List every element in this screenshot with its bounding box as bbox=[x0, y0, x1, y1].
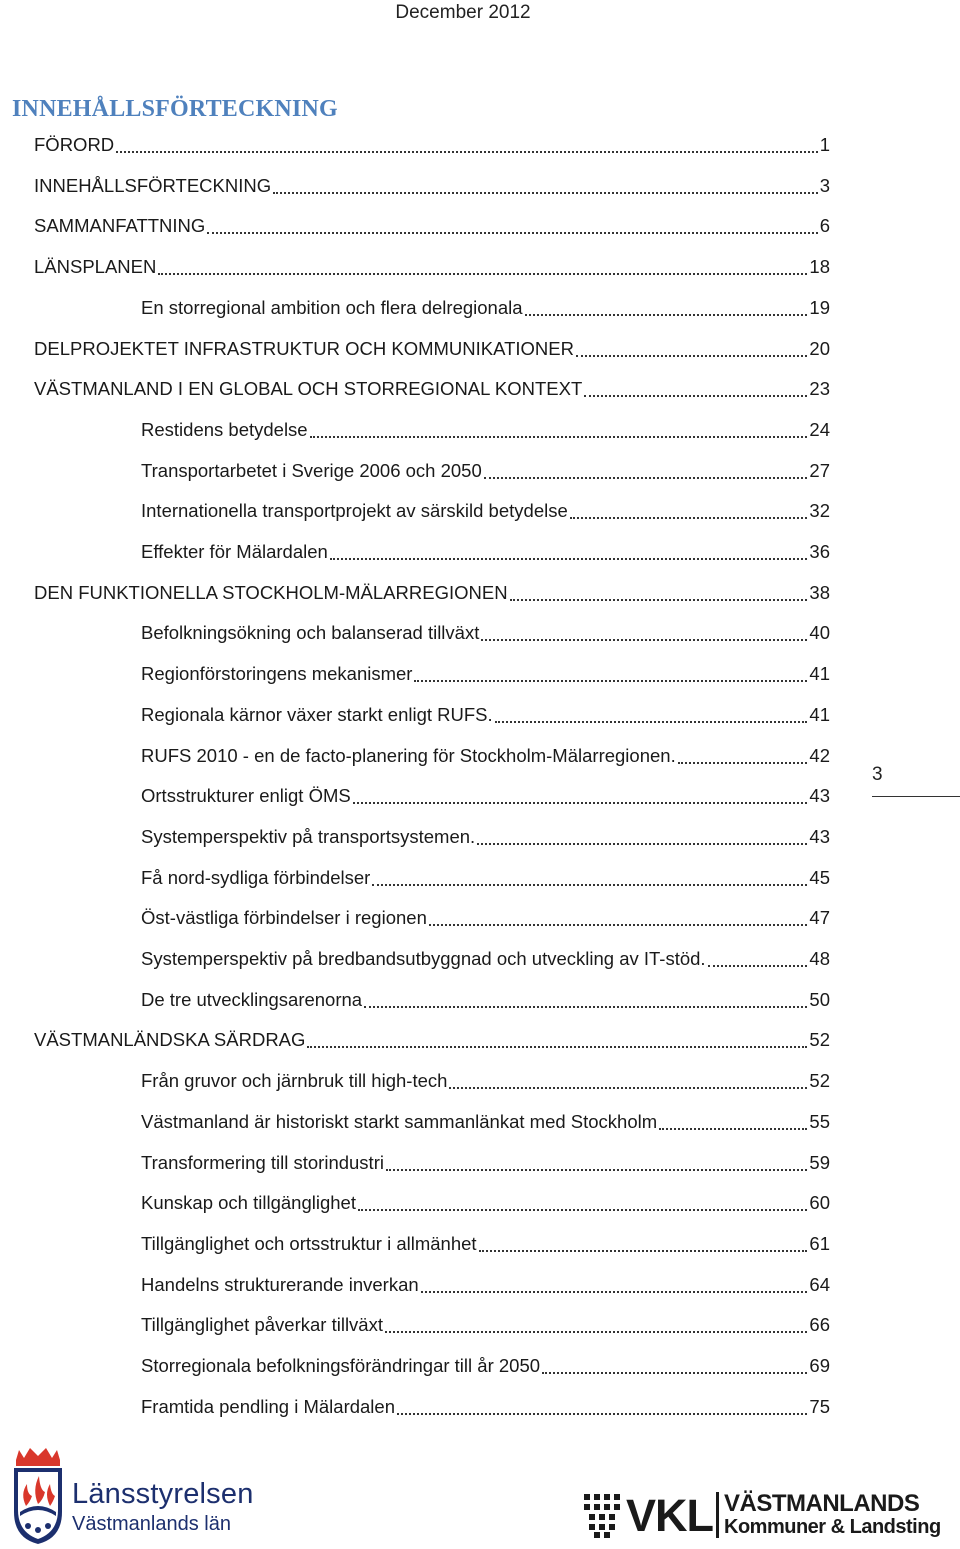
toc-entry-title: Transformering till storindustri bbox=[141, 1151, 384, 1173]
toc-entry-page: 75 bbox=[809, 1395, 830, 1417]
toc-leader-dots bbox=[484, 477, 808, 479]
page-number-rule bbox=[872, 796, 960, 797]
toc-entry-title: DEN FUNKTIONELLA STOCKHOLM-MÄLARREGIONEN bbox=[34, 581, 508, 603]
toc-entry-title: Tillgänglighet och ortsstruktur i allmänhet bbox=[141, 1232, 477, 1254]
toc-entry[interactable] bbox=[34, 369, 830, 409]
toc-entry[interactable] bbox=[34, 166, 830, 206]
toc-entry-page: 32 bbox=[809, 500, 830, 522]
toc-entry-title: Framtida pendling i Mälardalen bbox=[141, 1395, 395, 1417]
toc-leader-dots bbox=[307, 1046, 807, 1048]
toc-entry-title: Systemperspektiv på transportsystemen. bbox=[141, 825, 476, 847]
toc-entry-page: 6 bbox=[819, 215, 830, 237]
toc-leader-dots bbox=[364, 1006, 807, 1008]
toc-leader-dots bbox=[372, 884, 807, 886]
toc-entry[interactable] bbox=[141, 654, 830, 694]
toc-title: INNEHÅLLSFÖRTECKNING bbox=[12, 96, 338, 122]
lansstyrelsen-county: Västmanlands län bbox=[72, 1513, 231, 1535]
toc-entry[interactable] bbox=[141, 613, 830, 653]
page-number: 3 bbox=[872, 764, 883, 785]
toc-entry-page: 3 bbox=[819, 174, 830, 196]
toc-leader-dots bbox=[708, 965, 808, 967]
toc-leader-dots bbox=[584, 395, 807, 397]
toc-entry-page: 42 bbox=[809, 744, 830, 766]
toc-entry-title: Öst-västliga förbindelser i regionen bbox=[141, 907, 427, 929]
toc-entry-title: FÖRORD bbox=[34, 134, 115, 155]
toc-leader-dots bbox=[477, 843, 807, 845]
toc-entry-page: 20 bbox=[809, 337, 830, 359]
toc-entry[interactable] bbox=[141, 980, 830, 1020]
toc-entry-page: 60 bbox=[809, 1192, 830, 1214]
toc-leader-dots bbox=[385, 1331, 807, 1333]
toc-entry-page: 18 bbox=[809, 256, 830, 278]
lansstyrelsen-name: Länsstyrelsen bbox=[72, 1478, 254, 1510]
toc-leader-dots bbox=[330, 558, 808, 560]
toc-entry-page: 48 bbox=[809, 948, 830, 969]
toc-entry[interactable] bbox=[141, 491, 830, 531]
toc-entry-title: Ortsstrukturer enligt ÖMS bbox=[141, 785, 351, 807]
toc-entry-page: 1 bbox=[819, 134, 830, 155]
toc-entry-title: Systemperspektiv på bredbandsutbyggnad och utveckling av IT-stöd. bbox=[141, 948, 706, 969]
toc-entry-page: 19 bbox=[809, 296, 830, 318]
toc-entry[interactable] bbox=[34, 247, 830, 287]
toc-entry-page: 41 bbox=[809, 703, 830, 725]
toc-entry[interactable] bbox=[141, 410, 830, 450]
toc-entry-title: Regionförstoringens mekanismer bbox=[141, 663, 413, 685]
toc-entry-title: Effekter för Mälardalen bbox=[141, 541, 328, 562]
toc-entry-page: 45 bbox=[809, 866, 830, 888]
toc-leader-dots bbox=[358, 1209, 807, 1211]
toc-entry[interactable] bbox=[141, 776, 830, 816]
toc-entry-title: VÄSTMANLAND I EN GLOBAL OCH STORREGIONAL KONTEXT bbox=[34, 378, 583, 400]
toc-entry[interactable] bbox=[141, 532, 830, 572]
toc-entry-page: 61 bbox=[809, 1232, 830, 1254]
toc-entry[interactable] bbox=[141, 1143, 830, 1183]
toc-entry[interactable] bbox=[141, 817, 830, 857]
toc-leader-dots bbox=[570, 517, 808, 519]
toc-leader-dots bbox=[397, 1413, 807, 1415]
toc-entry-page: 52 bbox=[809, 1029, 830, 1051]
toc-entry[interactable] bbox=[141, 451, 830, 491]
toc-entry[interactable] bbox=[141, 939, 830, 979]
toc-entry-title: En storregional ambition och flera delregionala bbox=[141, 296, 523, 318]
toc-leader-dots bbox=[449, 1087, 807, 1089]
toc-entry-page: 41 bbox=[809, 663, 830, 685]
vkl-wordmark: VKL bbox=[626, 1490, 713, 1541]
toc-entry[interactable] bbox=[141, 1265, 830, 1305]
toc-entry-title: RUFS 2010 - en de facto-planering för Stockholm-Mälarregionen. bbox=[141, 744, 676, 766]
toc-entry[interactable] bbox=[34, 125, 830, 165]
toc-leader-dots bbox=[310, 436, 808, 438]
toc-entry-page: 23 bbox=[809, 378, 830, 400]
toc-leader-dots bbox=[386, 1169, 807, 1171]
toc-entry[interactable] bbox=[141, 1224, 830, 1264]
toc-entry-title: SAMMANFATTNING bbox=[34, 215, 206, 237]
toc-entry-title: Regionala kärnor växer starkt enligt RUFS. bbox=[141, 703, 493, 725]
toc-entry[interactable] bbox=[141, 1102, 830, 1142]
toc-entry[interactable] bbox=[141, 695, 830, 735]
toc-entry-title: Kunskap och tillgänglighet bbox=[141, 1192, 356, 1214]
toc-leader-dots bbox=[576, 355, 807, 357]
toc-entry-page: 43 bbox=[809, 785, 830, 807]
toc-entry-title: Restidens betydelse bbox=[141, 418, 308, 440]
toc-entry[interactable] bbox=[141, 858, 830, 898]
vkl-region: VÄSTMANLANDS bbox=[724, 1490, 920, 1517]
toc-entry-title: Befolkningsökning och balanserad tillväxt bbox=[141, 622, 480, 644]
toc-entry-page: 52 bbox=[809, 1070, 830, 1092]
toc-entry[interactable] bbox=[141, 898, 830, 938]
toc-entry-title: Handelns strukturerande inverkan bbox=[141, 1273, 419, 1295]
toc-leader-dots bbox=[495, 721, 808, 723]
toc-entry[interactable] bbox=[34, 206, 830, 246]
toc-leader-dots bbox=[429, 924, 808, 926]
toc-entry-page: 38 bbox=[809, 581, 830, 603]
toc-entry-title: De tre utvecklingsarenorna bbox=[141, 988, 363, 1010]
toc-entry-title: Transportarbetet i Sverige 2006 och 2050 bbox=[141, 459, 482, 481]
toc-entry-title: Internationella transportprojekt av särskild betydelse bbox=[141, 500, 568, 522]
toc-leader-dots bbox=[116, 151, 818, 153]
page-header-date: December 2012 bbox=[395, 2, 531, 23]
toc-entry-page: 64 bbox=[809, 1273, 830, 1295]
toc-entry[interactable] bbox=[34, 573, 830, 613]
toc-entry-page: 47 bbox=[809, 907, 830, 929]
toc-leader-dots bbox=[158, 273, 807, 275]
toc-leader-dots bbox=[414, 680, 807, 682]
toc-entry-title: DELPROJEKTET INFRASTRUKTUR OCH KOMMUNIKATIONER bbox=[34, 337, 574, 359]
toc-leader-dots bbox=[479, 1250, 808, 1252]
toc-leader-dots bbox=[525, 314, 808, 316]
toc-leader-dots bbox=[481, 639, 807, 641]
toc-entry[interactable] bbox=[34, 1020, 830, 1060]
toc-leader-dots bbox=[273, 192, 818, 194]
toc-entry-title: INNEHÅLLSFÖRTECKNING bbox=[34, 174, 272, 196]
toc-entry[interactable] bbox=[141, 1183, 830, 1223]
toc-leader-dots bbox=[353, 802, 808, 804]
toc-entry-page: 50 bbox=[809, 988, 830, 1010]
toc-entry-title: LÄNSPLANEN bbox=[34, 256, 157, 278]
toc-entry-page: 59 bbox=[809, 1151, 830, 1173]
toc-leader-dots bbox=[510, 599, 808, 601]
toc-entry-title: Västmanland är historiskt starkt sammanlänkat med Stockholm bbox=[141, 1110, 658, 1132]
toc-leader-dots bbox=[678, 762, 808, 764]
toc-entry[interactable] bbox=[141, 1346, 830, 1386]
toc-entry-title: Storregionala befolkningsförändringar till år 2050 bbox=[141, 1355, 541, 1376]
toc-entry-page: 55 bbox=[809, 1110, 830, 1132]
toc-entry[interactable] bbox=[141, 1061, 830, 1101]
toc-leader-dots bbox=[542, 1372, 807, 1374]
toc-entry[interactable] bbox=[141, 1387, 830, 1427]
toc-entry-page: 40 bbox=[809, 622, 830, 644]
toc-entry-page: 66 bbox=[809, 1314, 830, 1336]
toc-entry[interactable] bbox=[141, 736, 830, 776]
toc-entry-page: 27 bbox=[809, 459, 830, 481]
toc-entry-title: Få nord-sydliga förbindelser bbox=[141, 866, 371, 888]
toc-entry-title: Tillgänglighet påverkar tillväxt bbox=[141, 1314, 383, 1336]
toc-entry-title: Från gruvor och järnbruk till high-tech bbox=[141, 1070, 448, 1092]
toc-entry-page: 24 bbox=[809, 418, 830, 440]
toc-entry-page: 43 bbox=[809, 825, 830, 847]
toc-leader-dots bbox=[659, 1128, 807, 1130]
toc-entry[interactable] bbox=[141, 288, 830, 328]
toc-entry[interactable] bbox=[34, 329, 830, 369]
toc-entry[interactable] bbox=[141, 1305, 830, 1345]
toc-entry-title: VÄSTMANLÄNDSKA SÄRDRAG bbox=[34, 1029, 306, 1051]
toc-leader-dots bbox=[207, 232, 817, 234]
toc-entry-page: 36 bbox=[809, 541, 830, 562]
vkl-subtitle: Kommuner & Landsting bbox=[724, 1516, 941, 1538]
toc-entry-page: 69 bbox=[809, 1355, 830, 1376]
toc-leader-dots bbox=[421, 1291, 808, 1293]
